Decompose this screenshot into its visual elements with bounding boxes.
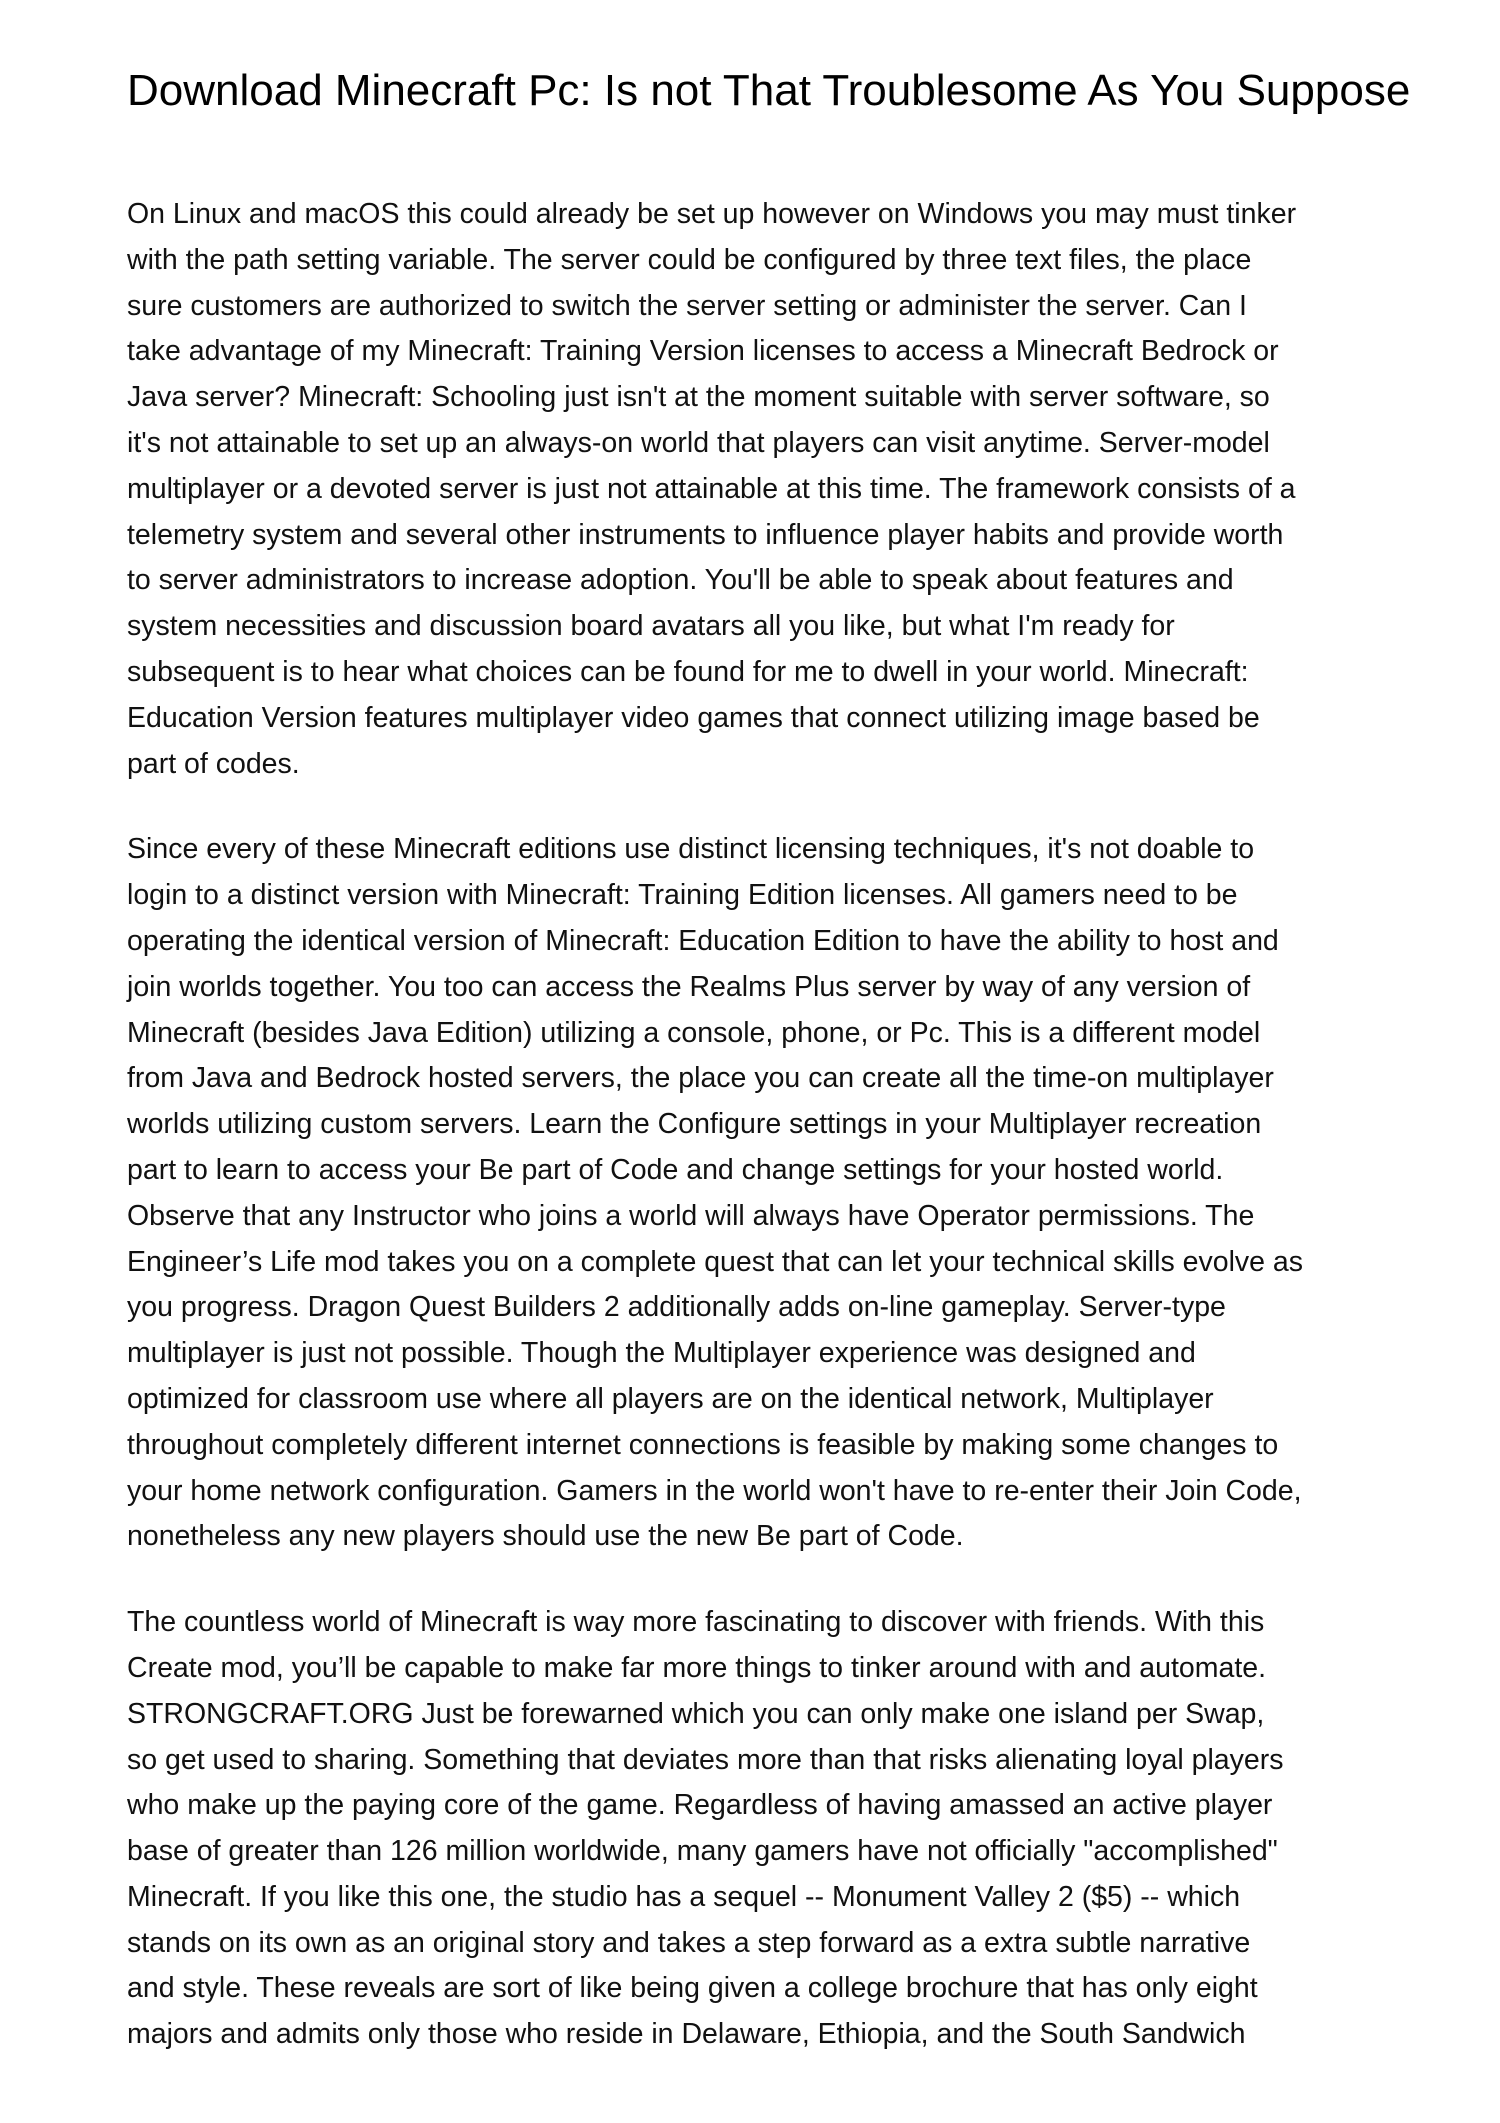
text-line: majors and admits only those who reside in Delaware, Ethiopia, and the South Sandwich (127, 2018, 1246, 2051)
text-line: part to learn to access your Be part of Code and change settings for your hosted world. (127, 1153, 1224, 1186)
text-line: so get used to sharing. Something that deviates more than that risks alienating loyal players (127, 1743, 1284, 1776)
text-line: part of codes. (127, 747, 300, 780)
text-line: optimized for classroom use where all players are on the identical network, Multiplayer (127, 1382, 1214, 1415)
text-line: sure customers are authorized to switch the server setting or administer the server. Can I (127, 289, 1247, 322)
text-line: operating the identical version of Minecraft: Education Edition to have the ability to host and (127, 924, 1279, 957)
document (127, 68, 1417, 2098)
text-line: to server administrators to increase adoption. You'll be able to speak about features and (127, 564, 1234, 597)
text-line: system necessities and discussion board avatars all you like, but what I'm ready for (127, 610, 1175, 643)
text-line: The countless world of Minecraft is way more fascinating to discover with friends. With this (127, 1606, 1265, 1639)
text-line: with the path setting variable. The server could be configured by three text files, the place (127, 243, 1252, 276)
text-line: Minecraft (besides Java Edition) utilizing a console, phone, or Pc. This is a different model (127, 1016, 1261, 1049)
text-line: throughout completely different internet connections is feasible by making some changes to (127, 1428, 1279, 1461)
text-line: you progress. Dragon Quest Builders 2 additionally adds on-line gameplay. Server-type (127, 1291, 1226, 1324)
text-line: worlds utilizing custom servers. Learn the Configure settings in your Multiplayer recreation (127, 1108, 1262, 1141)
text-line: base of greater than 126 million worldwide, many gamers have not officially "accomplished" (127, 1835, 1278, 1868)
text-line: telemetry system and several other instruments to influence player habits and provide worth (127, 518, 1284, 551)
paragraph (127, 192, 1417, 787)
text-line: join worlds together. You too can access the Realms Plus server by way of any version of (127, 970, 1251, 1003)
text-line: nonetheless any new players should use the new Be part of Code. (127, 1520, 964, 1553)
text-line: multiplayer or a devoted server is just not attainable at this time. The framework consists of a (127, 472, 1296, 505)
text-line: who make up the paying core of the game. Regardless of having amassed an active player (127, 1789, 1273, 1822)
text-line: Observe that any Instructor who joins a world will always have Operator permissions. The (127, 1199, 1255, 1232)
text-line: it's not attainable to set up an always-on world that players can visit anytime. Server-model (127, 426, 1270, 459)
page-title: Download Minecraft Pc: Is not That Troublesome As You Suppose (127, 66, 1411, 115)
text-line: Since every of these Minecraft editions use distinct licensing techniques, it's not doable to (127, 833, 1255, 866)
text-line: login to a distinct version with Minecraft: Training Edition licenses. All gamers need to be (127, 879, 1238, 912)
text-line: Java server? Minecraft: Schooling just isn't at the moment suitable with server software, so (127, 381, 1270, 414)
text-line: Minecraft. If you like this one, the studio has a sequel -- Monument Valley 2 ($5) -- which (127, 1880, 1241, 1913)
article-body (127, 192, 1417, 2058)
text-line: subsequent is to hear what choices can be found for me to dwell in your world. Minecraft: (127, 655, 1249, 688)
text-line: multiplayer is just not possible. Though the Multiplayer experience was designed and (127, 1337, 1196, 1370)
text-line: STRONGCRAFT.ORG Just be forewarned which you can only make one island per Swap, (127, 1697, 1265, 1730)
text-line: Engineer’s Life mod takes you on a complete quest that can let your technical skills evolve as (127, 1245, 1304, 1278)
text-line: and style. These reveals are sort of like being given a college brochure that has only eight (127, 1972, 1258, 2005)
text-line: from Java and Bedrock hosted servers, the place you can create all the time-on multiplayer (127, 1062, 1274, 1095)
paragraph (127, 1600, 1417, 2058)
text-line: Education Version features multiplayer video games that connect utilizing image based be (127, 701, 1260, 734)
text-line: Create mod, you’ll be capable to make far more things to tinker around with and automate. (127, 1651, 1267, 1684)
text-line: On Linux and macOS this could already be set up however on Windows you may must tinker (127, 198, 1297, 230)
paragraph (127, 827, 1417, 1560)
text-line: stands on its own as an original story and takes a step forward as a extra subtle narrative (127, 1926, 1251, 1959)
text-line: take advantage of my Minecraft: Training Version licenses to access a Minecraft Bedrock or (127, 335, 1279, 368)
text-line: your home network configuration. Gamers in the world won't have to re-enter their Join Code, (127, 1474, 1302, 1507)
